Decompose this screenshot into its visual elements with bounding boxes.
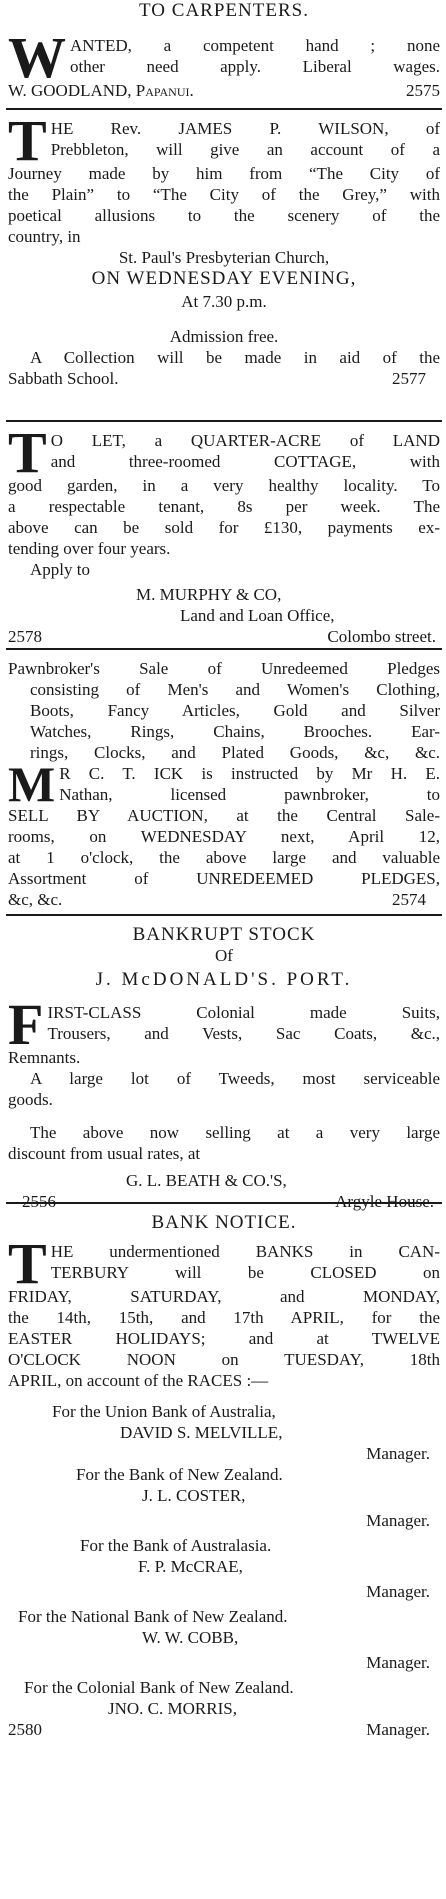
event-time: At 7.30 p.m.: [181, 292, 267, 311]
ad-number: 2575: [406, 81, 440, 100]
drop-cap: F: [8, 992, 44, 1057]
manager-name: DAVID S. MELVILLE,: [120, 1423, 283, 1442]
ad-number: 2574: [392, 890, 426, 909]
drop-cap: T: [8, 1231, 47, 1296]
ad-heading: BANK NOTICE.: [151, 1212, 297, 1233]
firm-name: M. MURPHY & CO,: [136, 585, 282, 604]
bank-name: For the Colonial Bank of New Zealand.: [24, 1678, 294, 1697]
firm-name: G. L. BEATH & CO.'S,: [126, 1171, 287, 1190]
divider: [6, 914, 442, 916]
ad-to-let: T O LET, a QUARTER-ACRE of LAND and three-roomed COTTAGE, with good garden, in a very healthy locality. To a respectable tenant, 8s per week. The above can be sold for £130, payments ex- tending over four years. Apply to M. MURPHY & CO, Land and Loan Office, 2578 Colombo street.: [8, 420, 440, 646]
ad-number: 2556: [22, 1192, 56, 1211]
ad-carpenters: TO CARPENTERS. W ANTED, a competent hand ; none other need apply. Liberal wages. W. GOODLAND, Papanui. 2575: [8, 0, 440, 100]
manager-name: W. W. COBB,: [142, 1628, 239, 1647]
ad-bankrupt-stock: BANKRUPT STOCK Of J. McDONALD'S. PORT. F IRST-CLASS Colonial made Suits, Trousers, and Vests, Sac Coats, &c., Remnants. A large lot of Tweeds, most serviceable goods. The above now selling at a very large discount from usual rates, at G. L. BEATH & CO.'S, 2556 Argyle House.: [8, 924, 440, 1211]
ad-bank-notice: BANK NOTICE. T HE undermentioned BANKS in CAN- TERBURY will be CLOSED on FRIDAY, SATURDAY, and MONDAY, the 14th, 15th, and 17th APRIL, for the EASTER HOLIDAYS; and at TWELVE O'CLOCK NOON on TUESDAY, 18th APRIL, on account of the RACES :— For the Union Bank of Australia, DAVID S. MELVILLE, Manager. For the Bank of New Zealand. J. L. COSTER, Manager. For the Bank of Australasia. F. P. McCRAE, Manager. For the National Bank of New Zealand. W. W. COBB, Manager. For the Colonial Bank of New Zealand. JNO. C. MORRIS, 2580 Manager.: [8, 1212, 440, 1739]
bank-name: For the Bank of Australasia.: [80, 1536, 272, 1555]
admission: Admission free.: [169, 327, 279, 346]
bank-name: For the National Bank of New Zealand.: [18, 1607, 288, 1626]
divider: [6, 420, 442, 422]
event-day: ON WEDNESDAY EVENING,: [91, 268, 357, 289]
divider: [6, 1202, 442, 1204]
signer: W. GOODLAND, Papanui.: [8, 81, 194, 100]
ad-heading: TO CARPENTERS.: [139, 0, 309, 21]
divider: [6, 108, 442, 110]
divider: [6, 648, 442, 650]
bank-name: For the Union Bank of Australia,: [52, 1402, 276, 1421]
ad-pawnbroker-sale: Pawnbroker's Sale of Unredeemed Pledges consisting of Men's and Women's Clothing, Boots, Fancy Articles, Gold and Silver Watches, Rings, Chains, Brooches. Ear- rings, Clocks, and Plated Goods, &c, &c. M R C. T. ICK is instructed by Mr H. E. Nathan, licensed pawnbroker, to SELL BY AUCTION, at the Central Sale- rooms, on WEDNESDAY next, April 12, at 1 o'clock, the above large and valuable Assortment of UNREDEEMED PLEDGES, &c, &c. 2574: [8, 659, 440, 909]
drop-cap: W: [8, 25, 66, 90]
ad-heading: BANKRUPT STOCK: [132, 924, 316, 945]
ad-number: 2578: [8, 627, 42, 646]
manager-name: J. L. COSTER,: [142, 1486, 246, 1505]
bank-name: For the Bank of New Zealand.: [76, 1465, 283, 1484]
ad-number: 2580: [8, 1720, 42, 1739]
drop-cap: T: [8, 420, 47, 485]
manager-name: F. P. McCRAE,: [138, 1557, 243, 1576]
drop-cap: T: [8, 108, 47, 173]
manager-name: JNO. C. MORRIS,: [108, 1699, 237, 1718]
venue: St. Paul's Presbyterian Church,: [118, 248, 330, 267]
ad-wilson-lecture: T HE Rev. JAMES P. WILSON, of Prebbleton, will give an account of a Journey made by him from “The City of the Plain” to “The City of the Grey,” with poetical allusions to the scenery of the country, in St. Paul's Presbyterian Church, ON WEDNESDAY EVENING, At 7.30 p.m. Admission free. A Collection will be made in aid of the Sabbath School. 2577: [8, 108, 440, 388]
ad-subheading: J. McDONALD'S. PORT.: [95, 969, 353, 990]
drop-cap: M: [8, 756, 56, 812]
ad-number: 2577: [392, 369, 426, 388]
